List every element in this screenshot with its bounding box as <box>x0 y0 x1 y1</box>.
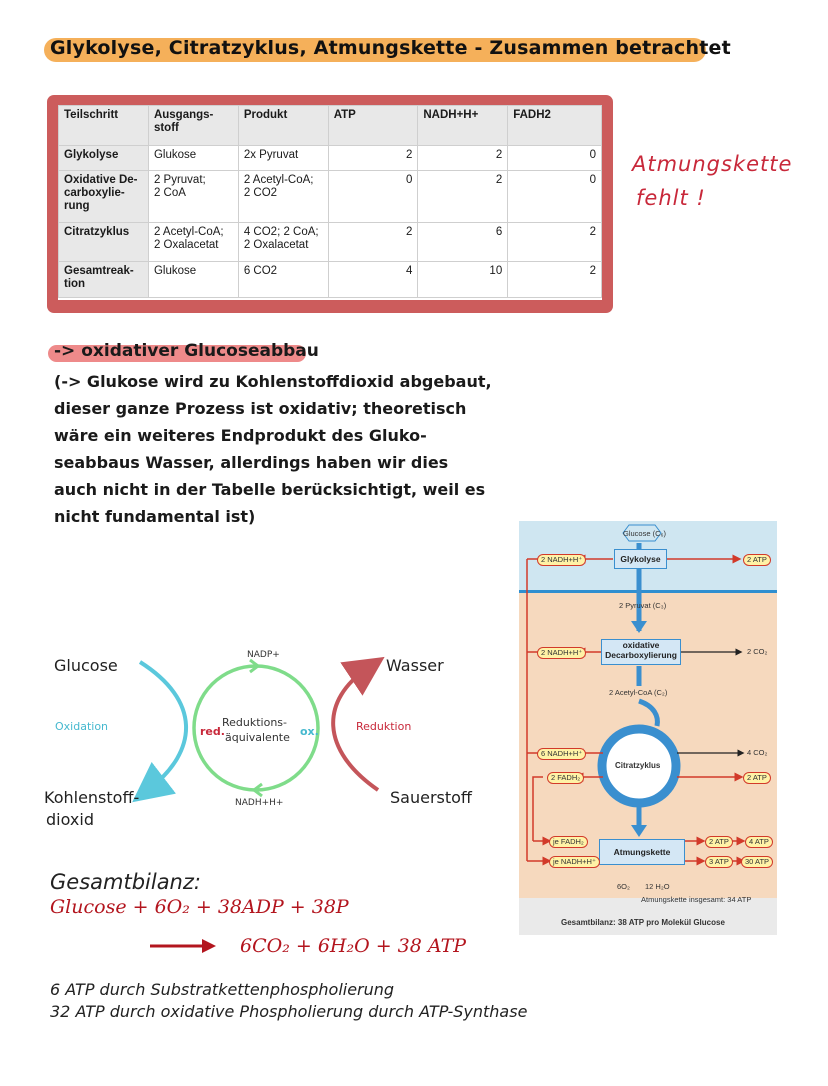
table-cell: 2 <box>328 146 418 171</box>
table-cell: 4 CO2; 2 CoA; 2 Oxalacetat <box>238 223 328 262</box>
table-cell: 0 <box>508 146 602 171</box>
fig-nadh-decarb: 2 NADH+H⁺ <box>537 647 586 659</box>
table-header-row <box>59 106 602 146</box>
nadp-label: NADP+ <box>247 650 280 660</box>
table-cell: 2 Acetyl-CoA; 2 Oxalacetat <box>148 223 238 262</box>
paragraph-line-2: dieser ganze Prozess ist oxidativ; theoretisch <box>54 399 467 418</box>
table-cell: 6 <box>418 223 508 262</box>
table-header-cell: ATP <box>328 106 418 146</box>
fig-atp-2: 2 ATP <box>705 836 733 848</box>
table-cell: 2 <box>508 262 602 298</box>
paragraph-line-5: auch nicht in der Tabelle berücksichtigt, weil es <box>54 480 486 499</box>
table-cell: 2 Acetyl-CoA; 2 CO2 <box>238 171 328 223</box>
table-header-cell: Ausgangs- stoff <box>148 106 238 146</box>
fig-h2o: 12 H₂O <box>645 882 670 891</box>
table-row <box>59 262 602 298</box>
fig-atp-4: 4 ATP <box>745 836 773 848</box>
bilanz-line-2: 32 ATP durch oxidative Phospholierung durch ATP-Synthase <box>50 1002 528 1021</box>
fig-co2-citrat: 4 CO₂ <box>747 748 768 757</box>
fig-atmungskette-box: Atmungskette <box>599 839 685 865</box>
fig-co2-decarb: 2 CO₂ <box>747 647 768 656</box>
table-cell: 2 <box>418 171 508 223</box>
table-row <box>59 171 602 223</box>
fig-glykolyse-box: Glykolyse <box>614 549 667 569</box>
table-row-header: Gesamtreak- tion <box>59 262 149 298</box>
table-row-header: Citratzyklus <box>59 223 149 262</box>
fig-glucose: Glucose (C₆) <box>623 529 667 538</box>
bilanz-lhs: Glucose + 6O₂ + 38ADP + 38P <box>50 896 349 918</box>
fig-o2: 6O₂ <box>617 882 630 891</box>
table-cell: 2 Pyruvat; 2 CoA <box>148 171 238 223</box>
fig-nadh-citrat: 6 NADH+H⁺ <box>537 748 586 760</box>
table-row <box>59 223 602 262</box>
fig-fadh-citrat: 2 FADH₂ <box>547 772 584 784</box>
paragraph-line-6: nicht fundamental ist) <box>54 507 256 526</box>
table-cell: Glukose <box>148 262 238 298</box>
note-line-1: Atmungskette <box>632 152 793 176</box>
fig-decarboxylierung-box <box>601 639 681 665</box>
note-line-2: fehlt ! <box>636 186 706 210</box>
paragraph-line-3: wäre ein weiteres Endprodukt des Gluko- <box>54 426 427 445</box>
table-row-header: Glykolyse <box>59 146 149 171</box>
table-cell: 0 <box>508 171 602 223</box>
fig-atmungskette-total: Atmungskette insgesamt: 34 ATP <box>641 895 752 904</box>
paragraph-line-1: (-> Glukose wird zu Kohlenstoffdioxid abgebaut, <box>54 372 492 391</box>
oxidation-arrow <box>140 662 186 790</box>
fig-je-nadh: je NADH+H⁺ <box>549 856 600 868</box>
fig-atp-citrat: 2 ATP <box>743 772 771 784</box>
subheading: -> oxidativer Glucoseabbau <box>54 341 319 361</box>
fig-decarb-line-2: Decarboxylierung <box>605 650 677 660</box>
glucose-label: Glucose <box>54 656 118 675</box>
table-cell: 2 <box>418 146 508 171</box>
table-cell: 4 <box>328 262 418 298</box>
table-cell: 2x Pyruvat <box>238 146 328 171</box>
table-body <box>59 146 602 298</box>
nadh-label: NADH+H+ <box>235 798 284 808</box>
table-cell: 2 <box>508 223 602 262</box>
table-container <box>58 105 602 300</box>
respiration-figure <box>519 521 777 935</box>
reduktionsaequivalente-label-1: Reduktions- <box>222 716 288 729</box>
wasser-label: Wasser <box>386 656 444 675</box>
reduktionsaequivalente-label-2: äquivalente <box>225 731 290 744</box>
fig-nadh-glykolyse: 2 NADH+H⁺ <box>537 554 586 566</box>
bilanz-rhs: 6CO₂ + 6H₂O + 38 ATP <box>240 935 467 957</box>
table-header-cell: Produkt <box>238 106 328 146</box>
fig-pyruvat: 2 Pyruvat (C₃) <box>619 601 667 610</box>
fig-citratzyklus-label: Citratzyklus <box>615 761 661 770</box>
oxidation-label: Oxidation <box>55 720 109 733</box>
reaction-arrow <box>150 936 220 956</box>
table-cell: Glukose <box>148 146 238 171</box>
table-cell: 6 CO2 <box>238 262 328 298</box>
summary-table <box>58 105 602 298</box>
page-title: Glykolyse, Citratzyklus, Atmungskette - Zusammen betrachtet <box>50 37 731 59</box>
table-row <box>59 146 602 171</box>
fig-acetyl-coa: 2 Acetyl-CoA (C₂) <box>609 688 668 697</box>
fig-caption: Gesamtbilanz: 38 ATP pro Molekül Glucose <box>561 918 725 927</box>
table-header-cell: NADH+H+ <box>418 106 508 146</box>
reduktion-label: Reduktion <box>356 720 412 733</box>
fig-je-fadh: je FADH₂ <box>549 836 588 848</box>
fig-decarb-line-1: oxidative <box>622 640 660 650</box>
bilanz-line-1: 6 ATP durch Substratkettenphospholierung <box>50 980 395 999</box>
ox-label: ox. <box>300 725 319 738</box>
bilanz-heading: Gesamtbilanz: <box>50 870 201 894</box>
fig-atp-30: 30 ATP <box>741 856 773 868</box>
red-label: red. <box>200 725 225 738</box>
sauerstoff-label: Sauerstoff <box>390 788 472 807</box>
kohlenstoffdioxid-label-2: dioxid <box>46 810 94 829</box>
table-cell: 0 <box>328 171 418 223</box>
table-cell: 10 <box>418 262 508 298</box>
fig-atp-3: 3 ATP <box>705 856 733 868</box>
table-row-header: Oxidative De- carboxylie- rung <box>59 171 149 223</box>
kohlenstoffdioxid-label-1: Kohlenstoff- <box>44 788 140 807</box>
paragraph-line-4: seabbaus Wasser, allerdings haben wir dies <box>54 453 449 472</box>
table-cell: 2 <box>328 223 418 262</box>
table-header-cell: FADH2 <box>508 106 602 146</box>
fig-atp-glykolyse: 2 ATP <box>743 554 771 566</box>
table-header-cell: Teilschritt <box>59 106 149 146</box>
